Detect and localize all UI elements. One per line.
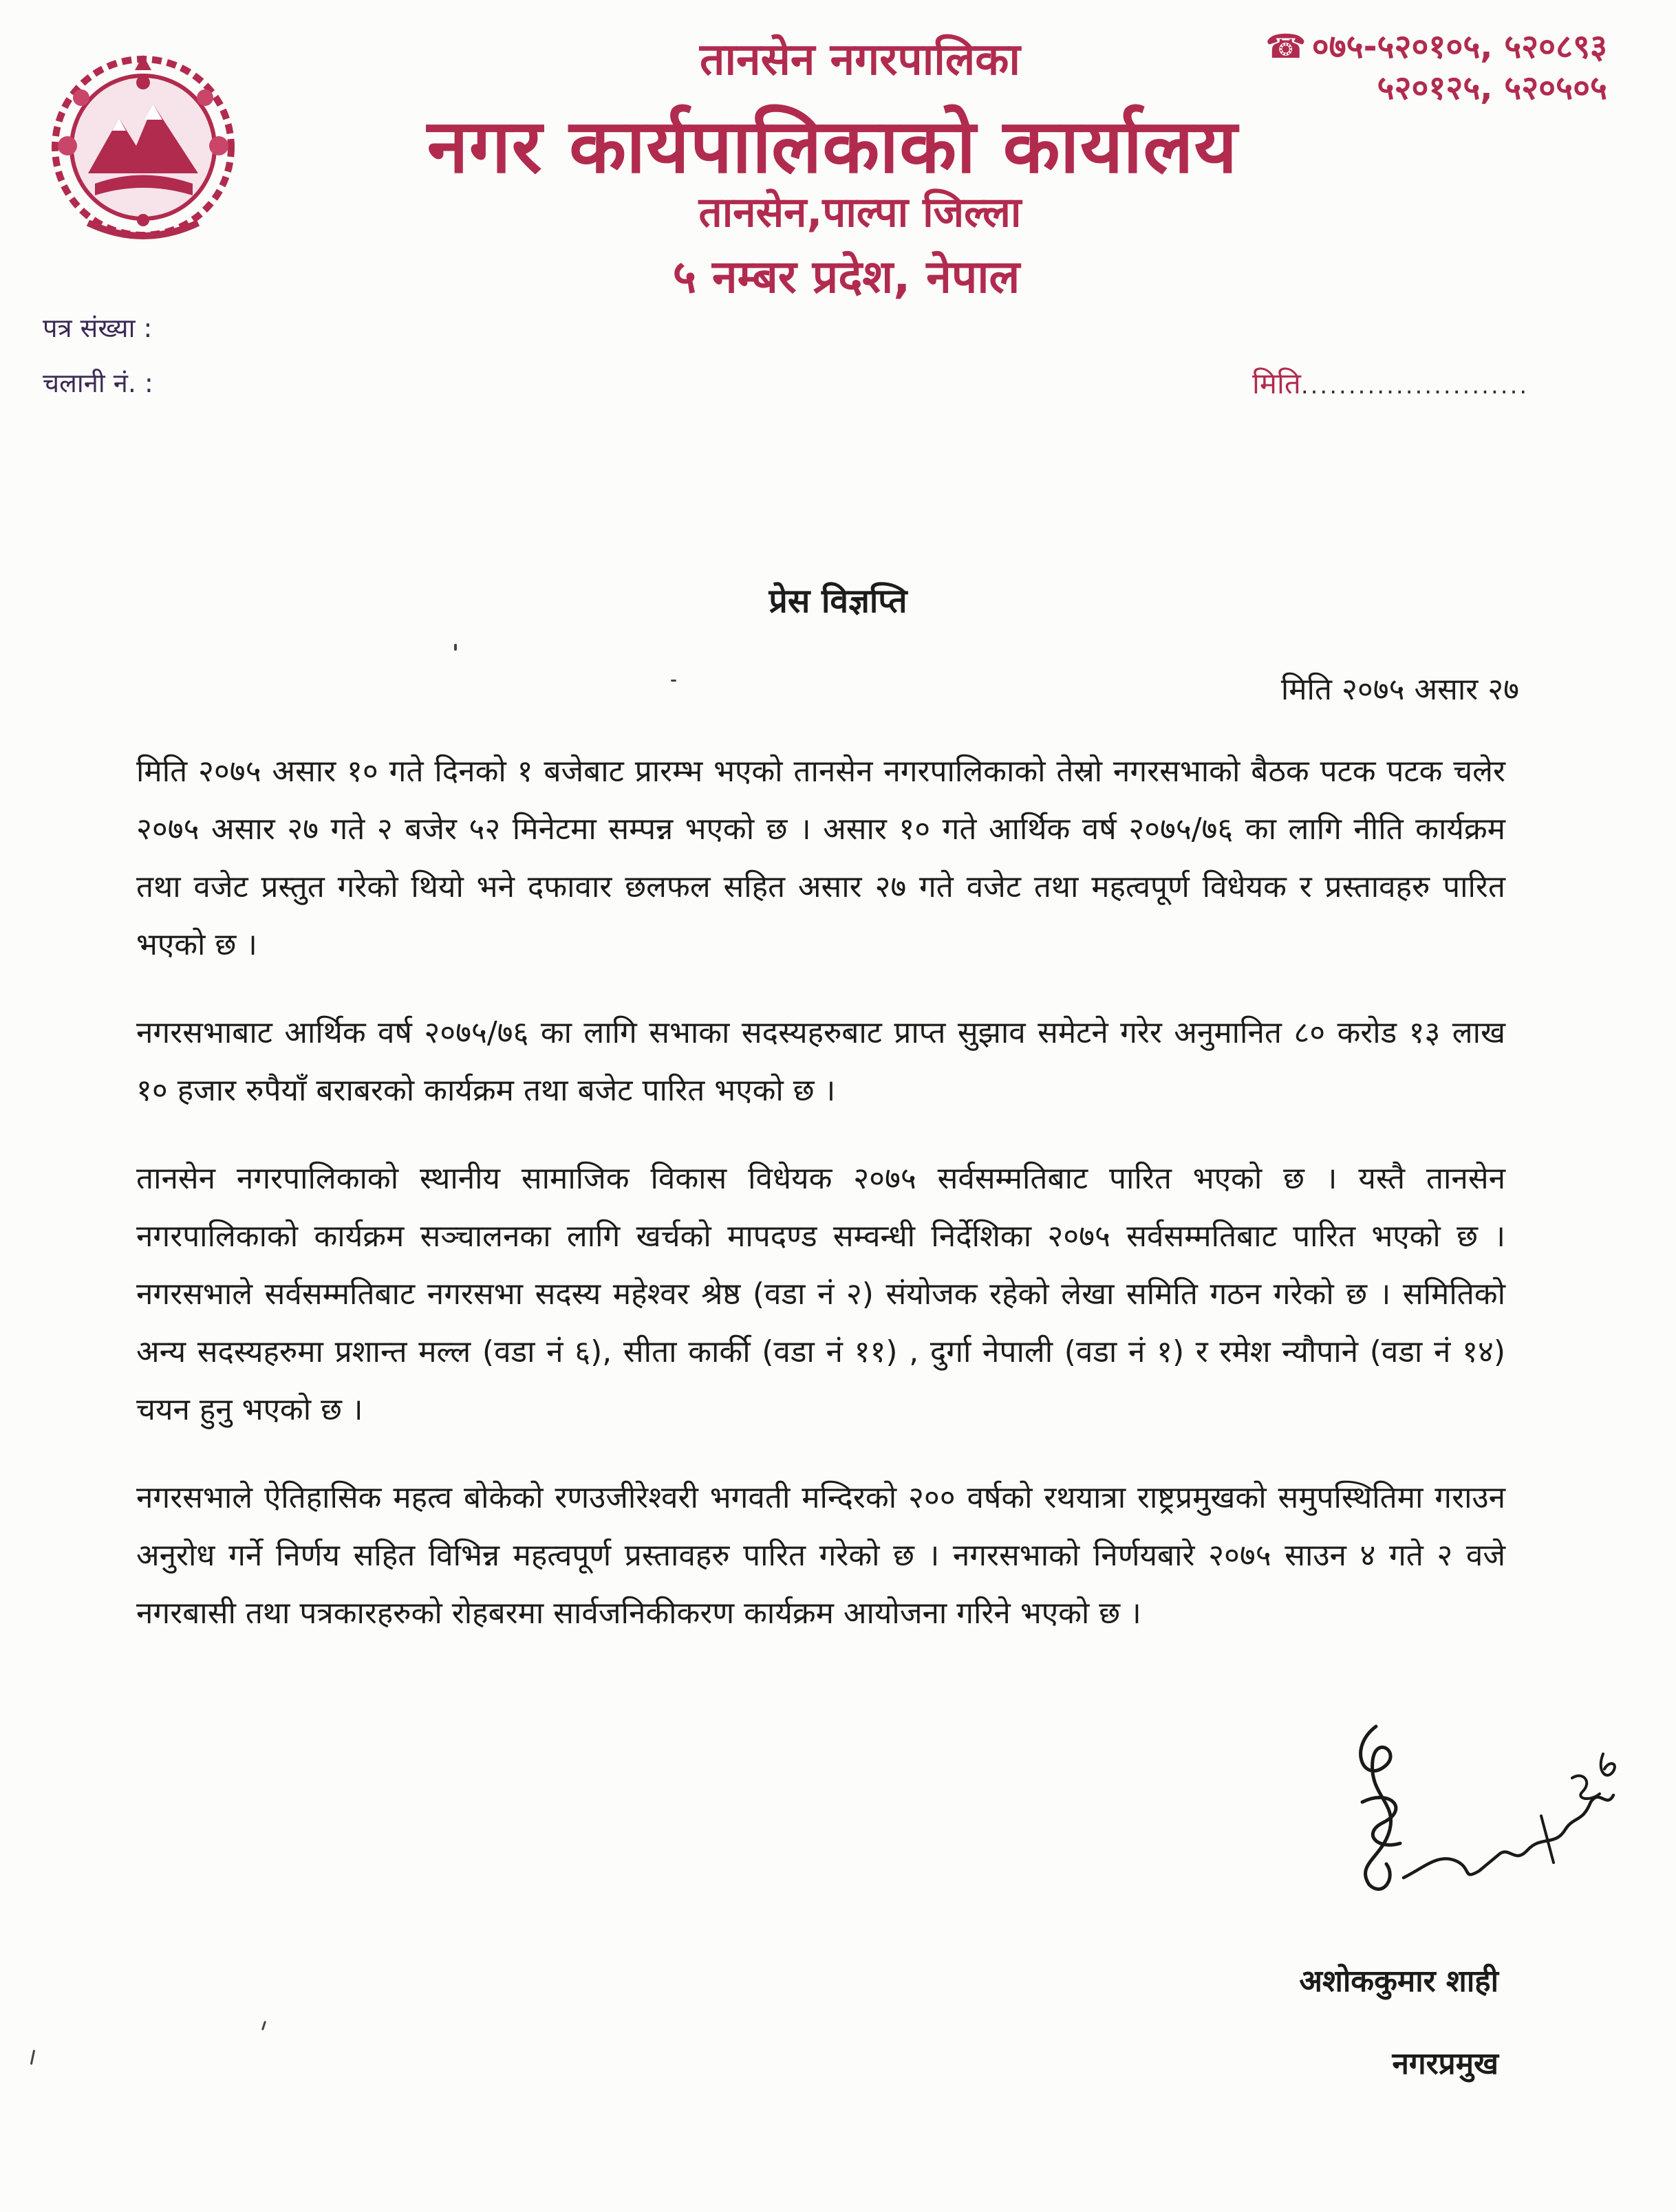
paper-speck xyxy=(30,2050,36,2065)
municipality-name: तानसेन नगरपालिका xyxy=(700,34,1020,85)
office-name: नगर कार्यपालिकाको कार्यालय xyxy=(427,104,1238,190)
document-date: मिति २०७५ असार २७ xyxy=(1280,672,1519,707)
header-date-label: मिति xyxy=(1252,367,1301,400)
document-body xyxy=(136,743,1505,1673)
phone-numbers-first: ०७५-५२०१०५, ५२०८९३ xyxy=(1311,28,1607,66)
document-title: प्रेस विज्ञप्ति xyxy=(769,582,907,620)
header-date-dots: ........................ xyxy=(1300,372,1529,400)
dispatch-number-label: चलानी नं. : xyxy=(43,368,153,398)
nepal-emblem-icon xyxy=(40,43,246,249)
body-paragraph-3: तानसेन नगरपालिकाको स्थानीय सामाजिक विकास विधेयक २०७५ सर्वसम्मतिबाट पारित भएको छ । यस्तै तानसेन नगरपालिकाको कार्यक्रम सञ्चालनका लागि खर्चको मापदण्ड सम्वन्धी निर्देशिका २०७५ सर्वसम्मतिबाट पारित भएको छ । नगरसभाले सर्वसम्मतिबाट नगरसभा सदस्य महेश्वर श्रेष्ठ (वडा नं २) संयोजक रहेको लेखा समिति गठन गरेको छ । समितिको अन्य सदस्यहरुमा प्रशान्त मल्ल (वडा नं ६), सीता कार्की (वडा नं ११) , दुर्गा नेपाली (वडा नं १) र रमेश न्यौपाने (वडा नं १४) चयन हुनु भएको छ । xyxy=(136,1161,1505,1427)
letter-number-field xyxy=(43,310,152,345)
phone-icon: ☎ xyxy=(1265,28,1307,66)
dispatch-number-field xyxy=(43,365,153,400)
province-line: ५ नम्बर प्रदेश, नेपाल xyxy=(672,250,1020,303)
phone-numbers xyxy=(1181,26,1607,109)
letter-number-label: पत्र संख्या : xyxy=(43,313,153,343)
phone-line-2: ५२०१२५, ५२०५०५ xyxy=(1377,69,1607,107)
paper-speck xyxy=(454,644,457,651)
signer-name: अशोककुमार शाही xyxy=(1299,1964,1498,1999)
paper-speck xyxy=(261,2021,266,2030)
phone-line-1 xyxy=(1181,26,1607,67)
signer-title: नगरप्रमुख xyxy=(1392,2046,1498,2081)
handwritten-signature xyxy=(1335,1706,1624,1905)
header-date-field xyxy=(1252,363,1529,402)
body-paragraph-4: नगरसभाले ऐतिहासिक महत्व बोकेको रणउजीरेश्वरी भगवती मन्दिरको २०० वर्षको रथयात्रा राष्ट्रप्रमुखको समुपस्थितिमा गराउन अनुरोध गर्ने निर्णय सहित विभिन्न महत्वपूर्ण प्रस्तावहरु पारित गरेको छ । नगरसभाको निर्णयबारे २०७५ साउन ४ गते २ वजे नगरबासी तथा पत्रकारहरुको रोहबरमा सार्वजनिकीकरण कार्यक्रम आयोजना गरिने भएको छ । xyxy=(136,1480,1505,1631)
body-paragraph-1: मिति २०७५ असार १० गते दिनको १ बजेबाट प्रारम्भ भएको तानसेन नगरपालिकाको तेस्रो नगरसभाको बैठक पटक पटक चलेर २०७५ असार २७ गते २ बजेर ५२ मिनेटमा सम्पन्न भएको छ । असार १० गते आर्थिक वर्ष २०७५/७६ का लागि नीति कार्यक्रम तथा वजेट प्रस्तुत गरेको थियो भने दफावार छलफल सहित असार २७ गते वजेट तथा महत्वपूर्ण विधेयक र प्रस्तावहरु पारित भएको छ । xyxy=(136,754,1505,962)
body-paragraph-2: नगरसभाबाट आर्थिक वर्ष २०७५/७६ का लागि सभाका सदस्यहरुबाट प्राप्त सुझाव समेटने गरेर अनुमानित ८० करोड १३ लाख १० हजार रुपैयाँ बराबरको कार्यक्रम तथा बजेट पारित भएको छ । xyxy=(136,1015,1505,1108)
paper-speck xyxy=(671,680,676,682)
office-location: तानसेन,पाल्पा जिल्ला xyxy=(698,188,1022,237)
